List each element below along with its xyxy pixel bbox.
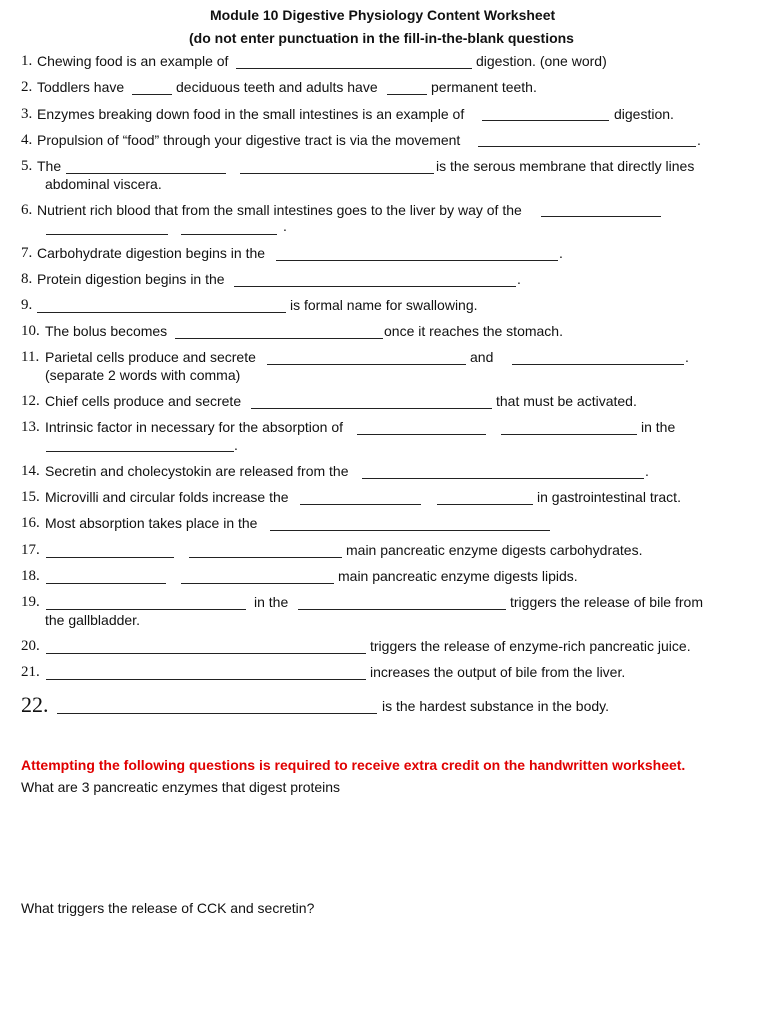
question-text: in gastrointestinal tract. — [537, 489, 681, 505]
question-number: 7. — [21, 245, 33, 261]
question-text: Propulsion of “food” through your digestive tract is via the movement — [37, 132, 461, 148]
question-text: Most absorption takes place in the — [45, 515, 258, 531]
answer-blank[interactable] — [66, 173, 226, 174]
answer-blank[interactable] — [189, 557, 342, 558]
answer-blank[interactable] — [46, 234, 168, 235]
question-text: is the serous membrane that directly lines — [436, 158, 695, 174]
question-number: 18. — [21, 568, 40, 584]
answer-blank[interactable] — [276, 260, 558, 261]
question-number: 9. — [21, 297, 33, 313]
answer-blank[interactable] — [482, 120, 609, 121]
question-text: is the hardest substance in the body. — [382, 698, 609, 714]
answer-blank[interactable] — [240, 173, 434, 174]
answer-blank[interactable] — [181, 583, 334, 584]
question-text: that must be activated. — [496, 393, 637, 409]
question-text: The bolus becomes — [45, 323, 168, 339]
question-number: 11. — [21, 349, 40, 365]
question-text: main pancreatic enzyme digests lipids. — [338, 568, 578, 584]
question-text: Secretin and cholecystokin are released from the — [45, 463, 349, 479]
question-text: (separate 2 words with comma) — [45, 367, 241, 383]
question-text: permanent teeth. — [431, 79, 537, 95]
worksheet-subtitle: (do not enter punctuation in the fill-in-the-blank questions — [189, 30, 574, 46]
answer-blank[interactable] — [46, 609, 246, 610]
question-number: 14. — [21, 463, 40, 479]
question-number: 3. — [21, 106, 33, 122]
answer-blank[interactable] — [46, 679, 366, 680]
answer-blank[interactable] — [57, 713, 377, 714]
question-text: digestion. — [614, 106, 674, 122]
answer-blank[interactable] — [46, 583, 166, 584]
answer-blank[interactable] — [234, 286, 516, 287]
answer-blank[interactable] — [512, 364, 684, 365]
answer-blank[interactable] — [46, 557, 174, 558]
question-number: 19. — [21, 594, 40, 610]
question-number: 1. — [21, 53, 33, 69]
question-number: 22. — [21, 692, 49, 717]
question-text: Chief cells produce and secrete — [45, 393, 242, 409]
question-text: abdominal viscera. — [45, 176, 162, 192]
question-text: Protein digestion begins in the — [37, 271, 225, 287]
answer-blank[interactable] — [437, 504, 533, 505]
question-text: . — [559, 245, 563, 261]
question-text: is formal name for swallowing. — [290, 297, 478, 313]
question-text: digestion. (one word) — [476, 53, 607, 69]
question-text: Carbohydrate digestion begins in the — [37, 245, 266, 261]
question-number: 10. — [21, 323, 40, 339]
question-number: 6. — [21, 202, 33, 218]
answer-blank[interactable] — [132, 94, 172, 95]
question-text: Parietal cells produce and secrete — [45, 349, 256, 365]
question-text: in the — [641, 419, 676, 435]
question-text: . — [283, 218, 287, 234]
question-text: triggers the release of bile from — [510, 594, 703, 610]
answer-blank[interactable] — [236, 68, 472, 69]
question-text: . — [697, 132, 701, 148]
answer-blank[interactable] — [298, 609, 506, 610]
question-text: . — [645, 463, 649, 479]
answer-blank[interactable] — [46, 653, 366, 654]
question-text: once it reaches the stomach. — [384, 323, 563, 339]
question-text: main pancreatic enzyme digests carbohydrates. — [346, 542, 643, 558]
question-text: and — [470, 349, 494, 365]
question-text: Toddlers have — [37, 79, 125, 95]
question-number: 12. — [21, 393, 40, 409]
question-text: Intrinsic factor in necessary for the absorption of — [45, 419, 344, 435]
extra-credit-question-2: What triggers the release of CCK and secretin? — [21, 900, 315, 916]
answer-blank[interactable] — [181, 234, 277, 235]
question-text: triggers the release of enzyme-rich pancreatic juice. — [370, 638, 691, 654]
answer-blank[interactable] — [37, 312, 286, 313]
question-text: deciduous teeth and adults have — [176, 79, 378, 95]
question-text: Nutrient rich blood that from the small intestines goes to the liver by way of the — [37, 202, 522, 218]
question-number: 8. — [21, 271, 33, 287]
answer-blank[interactable] — [251, 408, 492, 409]
question-text: . — [234, 437, 238, 453]
answer-blank[interactable] — [541, 216, 661, 217]
answer-blank[interactable] — [501, 434, 637, 435]
question-number: 16. — [21, 515, 40, 531]
question-text: Microvilli and circular folds increase the — [45, 489, 289, 505]
question-text: . — [685, 349, 689, 365]
question-text: . — [517, 271, 521, 287]
question-text: in the — [254, 594, 289, 610]
answer-blank[interactable] — [46, 451, 234, 452]
answer-blank[interactable] — [175, 338, 383, 339]
question-number: 15. — [21, 489, 40, 505]
answer-blank[interactable] — [387, 94, 427, 95]
question-text: Chewing food is an example of — [37, 53, 229, 69]
question-number: 21. — [21, 664, 40, 680]
answer-blank[interactable] — [357, 434, 486, 435]
question-number: 17. — [21, 542, 40, 558]
answer-blank[interactable] — [362, 478, 644, 479]
question-text: the gallbladder. — [45, 612, 140, 628]
question-text: increases the output of bile from the liver. — [370, 664, 626, 680]
worksheet-title: Module 10 Digestive Physiology Content Worksheet — [210, 7, 556, 23]
question-number: 13. — [21, 419, 40, 435]
question-text: Enzymes breaking down food in the small intestines is an example of — [37, 106, 465, 122]
answer-blank[interactable] — [478, 146, 696, 147]
question-number: 4. — [21, 132, 33, 148]
answer-blank[interactable] — [267, 364, 466, 365]
question-number: 5. — [21, 158, 33, 174]
question-number: 20. — [21, 638, 40, 654]
extra-credit-notice: Attempting the following questions is required to receive extra credit on the handwritten worksheet. — [21, 757, 686, 773]
answer-blank[interactable] — [300, 504, 421, 505]
answer-blank[interactable] — [270, 530, 550, 531]
question-text: The — [37, 158, 62, 174]
extra-credit-question-1: What are 3 pancreatic enzymes that digest proteins — [21, 779, 341, 795]
question-number: 2. — [21, 79, 33, 95]
